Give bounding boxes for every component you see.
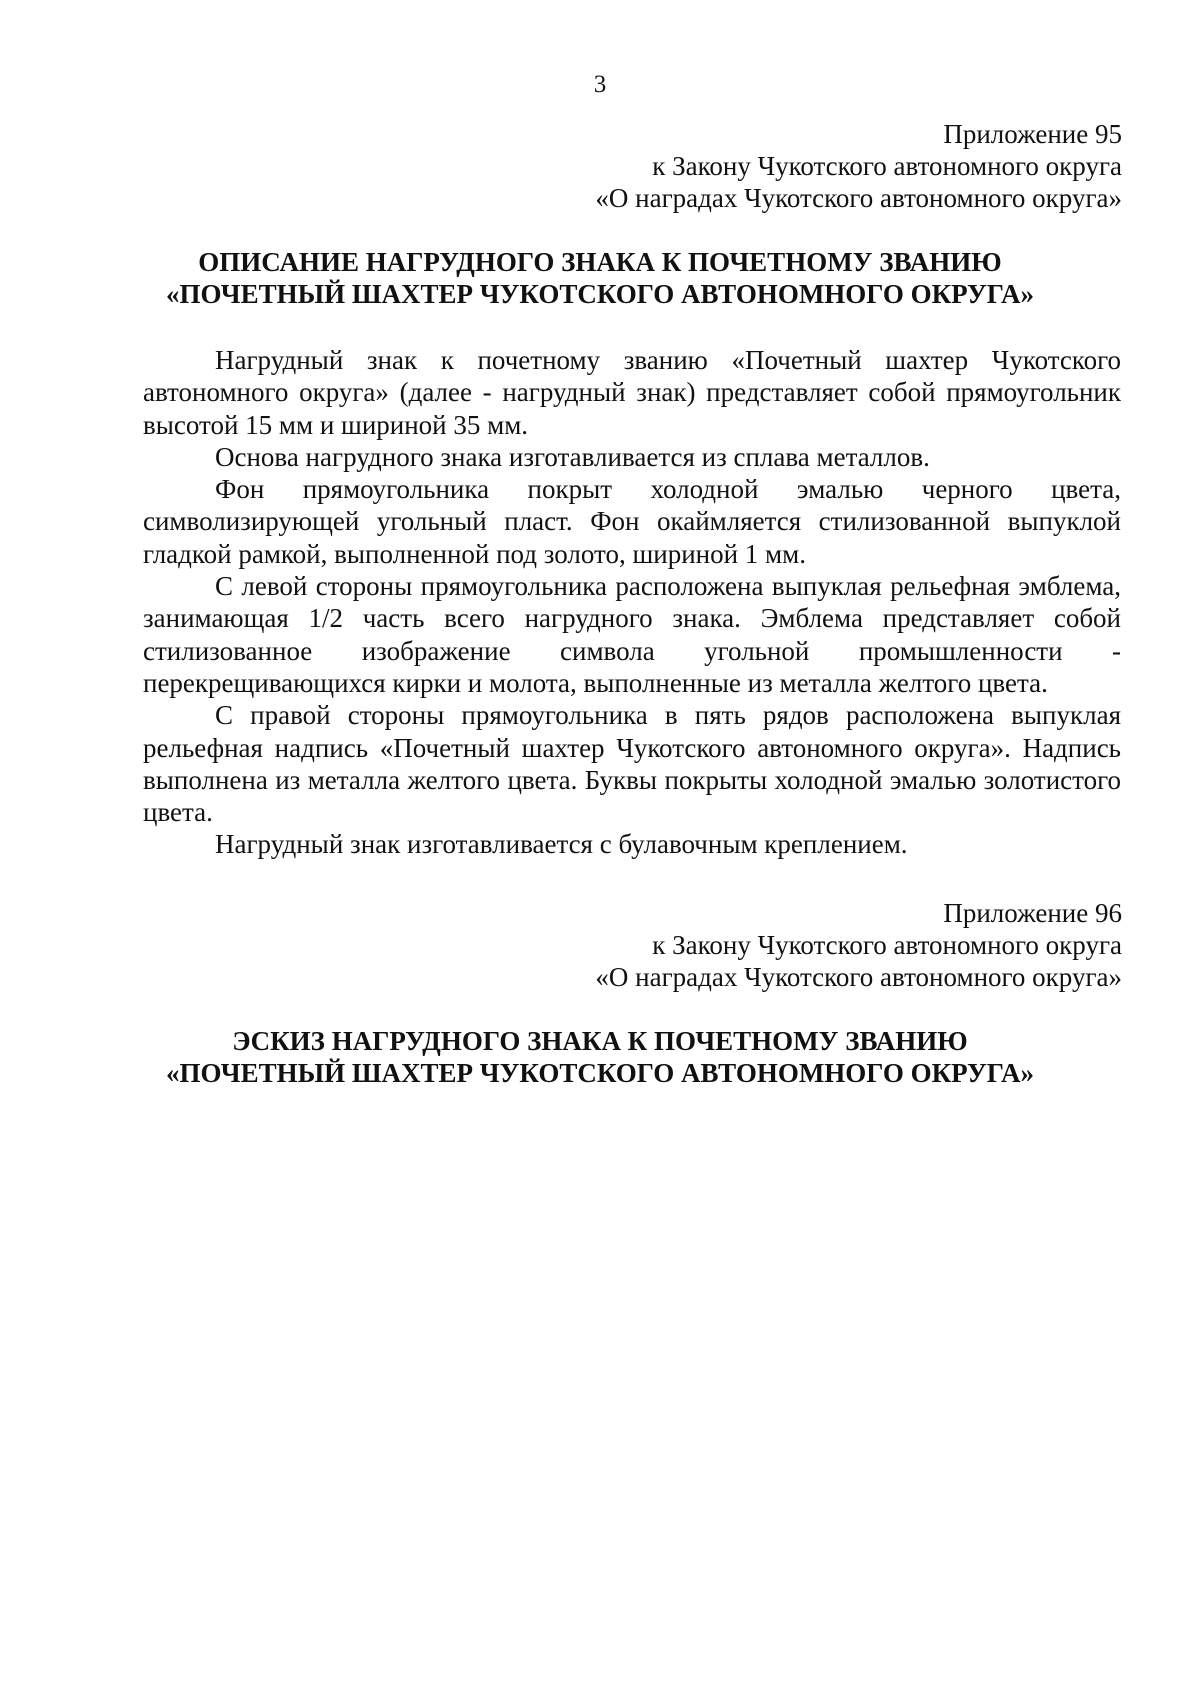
appendix-95-label: Приложение 95 [943, 119, 1122, 149]
paragraph: Основа нагрудного знака изготавливается из сплава металлов. [215, 441, 930, 472]
appendix-95-law-title: «О наградах Чукотского автономного округа» [595, 183, 1122, 213]
paragraph: Нагрудный знак изготавливается с булавочным креплением. [215, 829, 908, 860]
appendix-96-block [422, 897, 1122, 993]
description-body [143, 344, 1121, 861]
description-title [0, 246, 1200, 310]
page-number: 3 [593, 71, 607, 98]
paragraph: С правой стороны прямоугольника в пять рядов расположена выпуклая рельефная надпись «Почетный шахтер Чукотского автономного округа». Надпись выполнена из металла желтого цвета. Буквы покрыты холодной эмалью золотистого цвета. [143, 700, 1121, 828]
paragraph: Фон прямоугольника покрыт холодной эмалью черного цвета, символизирующей угольный пласт. Фон окаймляется стилизованной выпуклой гладкой рамкой, выполненной под золото, шириной 1 мм. [143, 474, 1121, 569]
sketch-title-line-2: «ПОЧЕТНЫЙ ШАХТЕР ЧУКОТСКОГО АВТОНОМНОГО ОКРУГА» [165, 1058, 1035, 1088]
appendix-95-law-ref: к Закону Чукотского автономного округа [652, 151, 1122, 181]
paragraph: Нагрудный знак к почетному званию «Почетный шахтер Чукотского автономного округа» (далее - нагрудный знак) представляет собой прямоугольник высотой 15 мм и шириной 35 мм. [143, 345, 1121, 440]
appendix-95-block [422, 118, 1122, 214]
sketch-title [0, 1025, 1200, 1089]
description-title-line-1: ОПИСАНИЕ НАГРУДНОГО ЗНАКА К ПОЧЕТНОМУ ЗВАНИЮ [198, 247, 1002, 277]
appendix-96-law-title: «О наградах Чукотского автономного округа» [595, 962, 1122, 992]
paragraph: С левой стороны прямоугольника расположена выпуклая рельефная эмблема, занимающая 1/2 часть всего нагрудного знака. Эмблема представляет собой стилизованное изображение символа угольной промышленности - перекрещивающихся кирки и молота, выполненные из металла желтого цвета. [143, 571, 1121, 698]
description-title-line-2: «ПОЧЕТНЫЙ ШАХТЕР ЧУКОТСКОГО АВТОНОМНОГО ОКРУГА» [165, 279, 1035, 309]
appendix-96-law-ref: к Закону Чукотского автономного округа [652, 930, 1122, 960]
sketch-title-line-1: ЭСКИЗ НАГРУДНОГО ЗНАКА К ПОЧЕТНОМУ ЗВАНИЮ [232, 1026, 968, 1056]
appendix-96-label: Приложение 96 [943, 898, 1122, 928]
